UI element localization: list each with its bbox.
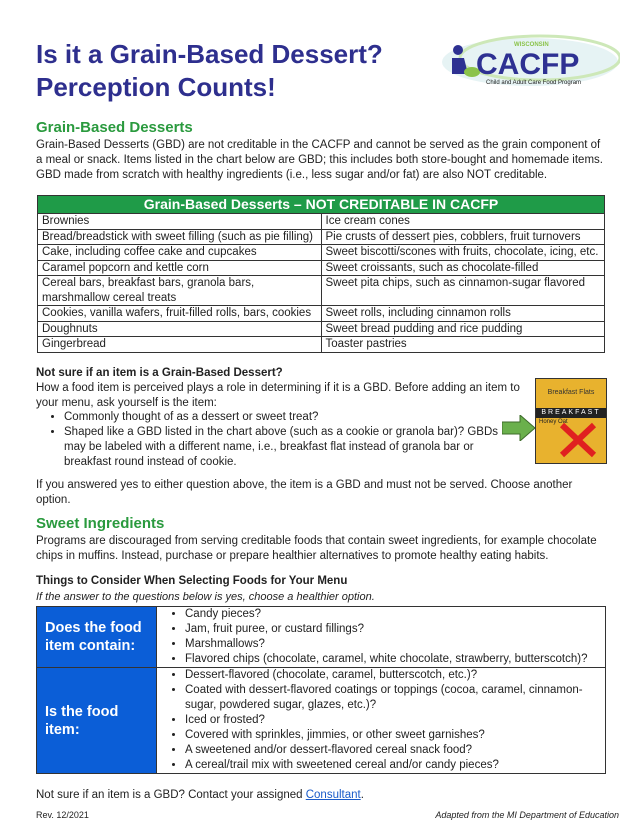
svg-text:WISCONSIN: WISCONSIN xyxy=(514,42,549,48)
ingredients-table xyxy=(36,606,606,774)
question-label: Is the food item: xyxy=(37,668,157,774)
gbd-table-header: Grain-Based Desserts – NOT CREDITABLE IN CACFP xyxy=(38,196,605,214)
table-row xyxy=(38,214,605,230)
things-heading: Things to Consider When Selecting Foods for Your Menu xyxy=(36,575,348,587)
table-cell: Cake, including coffee cake and cupcakes xyxy=(38,245,322,261)
table-row xyxy=(38,306,605,322)
revision: Rev. 12/2021 xyxy=(36,810,89,820)
not-sure-list xyxy=(36,410,506,470)
table-row xyxy=(38,245,605,261)
gbd-heading: Grain-Based Desserts xyxy=(36,119,193,136)
things-note: If the answer to the questions below is yes, choose a healthier option. xyxy=(36,591,375,603)
list-item: • Marshmallows? xyxy=(185,637,605,652)
table-cell: Pie crusts of dessert pies, cobblers, fruit turnovers xyxy=(321,229,605,245)
table-cell: Brownies xyxy=(38,214,322,230)
table-cell: Sweet pita chips, such as cinnamon-sugar flavored xyxy=(321,276,605,306)
consultant-link[interactable]: Consultant xyxy=(305,789,361,801)
list-item: • Shaped like a GBD listed in the chart above (such as a cookie or granola bar)? GBDs may be labeled with a different name, i.e., breakfast flat instead of granola bar or breakfast round instead of cookie. xyxy=(64,425,506,470)
ingredients-row xyxy=(37,668,606,774)
image-label: Breakfast Flats xyxy=(547,389,595,396)
image-band: BREAKFAST xyxy=(536,408,606,418)
table-cell: Sweet rolls, including cinnamon rolls xyxy=(321,306,605,322)
table-row xyxy=(38,260,605,276)
sweet-heading: Sweet Ingredients xyxy=(36,515,165,532)
table-cell: Sweet croissants, such as chocolate-filled xyxy=(321,260,605,276)
contact-end: . xyxy=(360,789,364,801)
table-row xyxy=(38,276,605,306)
image-flavor: Honey Oat xyxy=(539,419,568,425)
list-item: • Iced or frosted? xyxy=(185,713,605,728)
page-title: Is it a Grain-Based Dessert? Perception Counts! xyxy=(36,39,383,102)
list-item: • Flavored chips (chocolate, caramel, white chocolate, strawberry, butterscotch)? xyxy=(185,652,605,667)
arrow-icon xyxy=(502,415,536,446)
cacfp-logo xyxy=(430,28,620,90)
table-cell: Ice cream cones xyxy=(321,214,605,230)
x-mark-icon xyxy=(558,421,598,459)
table-cell: Bread/breadstick with sweet filling (such as pie filling) xyxy=(38,229,322,245)
question-items xyxy=(157,607,606,668)
ingredients-row xyxy=(37,607,606,668)
table-row xyxy=(38,337,605,353)
table-cell: Cookies, vanilla wafers, fruit-filled rolls, bars, cookies xyxy=(38,306,322,322)
contact-text: Not sure if an item is a GBD? Contact your assigned xyxy=(36,789,306,801)
table-row xyxy=(38,229,605,245)
list-item: • Covered with sprinkles, jimmies, or other sweet garnishes? xyxy=(185,728,605,743)
list-item: • Jam, fruit puree, or custard fillings? xyxy=(185,622,605,637)
not-sure-heading: Not sure if an item is a Grain-Based Dessert? xyxy=(36,367,283,379)
table-cell: Sweet biscotti/scones with fruits, chocolate, icing, etc. xyxy=(321,245,605,261)
table-row xyxy=(38,321,605,337)
list-item: • Commonly thought of as a dessert or sweet treat? xyxy=(64,410,506,425)
table-cell: Caramel popcorn and kettle corn xyxy=(38,260,322,276)
question-label: Does the food item contain: xyxy=(37,607,157,668)
not-sure-text: How a food item is perceived plays a role in determining if it is a GBD. Before adding an item to your menu, ask yourself is the item: xyxy=(36,382,520,409)
list-item: • Coated with dessert-flavored coatings or toppings (cocoa, caramel, cinnamon-sugar, powdered sugar, glazes, etc.)? xyxy=(185,683,605,713)
list-item: • A sweetened and/or dessert-flavored cereal snack food? xyxy=(185,743,605,758)
adapted-note: Adapted from the MI Department of Education xyxy=(435,810,619,820)
breakfast-flats-image xyxy=(535,378,607,464)
gbd-table xyxy=(37,195,605,353)
table-cell: Gingerbread xyxy=(38,337,322,353)
list-item: • A cereal/trail mix with sweetened cereal and/or candy pieces? xyxy=(185,758,605,773)
svg-text:CACFP: CACFP xyxy=(476,48,580,81)
svg-text:Child and Adult Care Food Prog: Child and Adult Care Food Program xyxy=(486,80,582,86)
gbd-conclusion: If you answered yes to either question above, the item is a GBD and must not be served. Choose another option. xyxy=(36,479,573,506)
table-cell: Sweet bread pudding and rice pudding xyxy=(321,321,605,337)
contact-line xyxy=(36,788,606,803)
sweet-text: Programs are discouraged from serving creditable foods that contain sweet ingredients, for example chocolate chips in muffins. Instead, purchase or prepare healthier alternatives to promote healthy eating habits. xyxy=(36,535,597,562)
table-cell: Toaster pastries xyxy=(321,337,605,353)
question-items xyxy=(157,668,606,774)
list-item: • Candy pieces? xyxy=(185,607,605,622)
table-cell: Cereal bars, breakfast bars, granola bars, marshmallow cereal treats xyxy=(38,276,322,306)
table-cell: Doughnuts xyxy=(38,321,322,337)
list-item: • Dessert-flavored (chocolate, caramel, butterscotch, etc.)? xyxy=(185,668,605,683)
gbd-intro: Grain-Based Desserts (GBD) are not creditable in the CACFP and cannot be served as the grain component of a meal or snack. Items listed in the chart below are GBD; this includes both store-bought and homemade items. GBD made from scratch with healthy ingredients (i.e., less sugar and/or fat) are also NOT creditable. xyxy=(36,139,603,181)
